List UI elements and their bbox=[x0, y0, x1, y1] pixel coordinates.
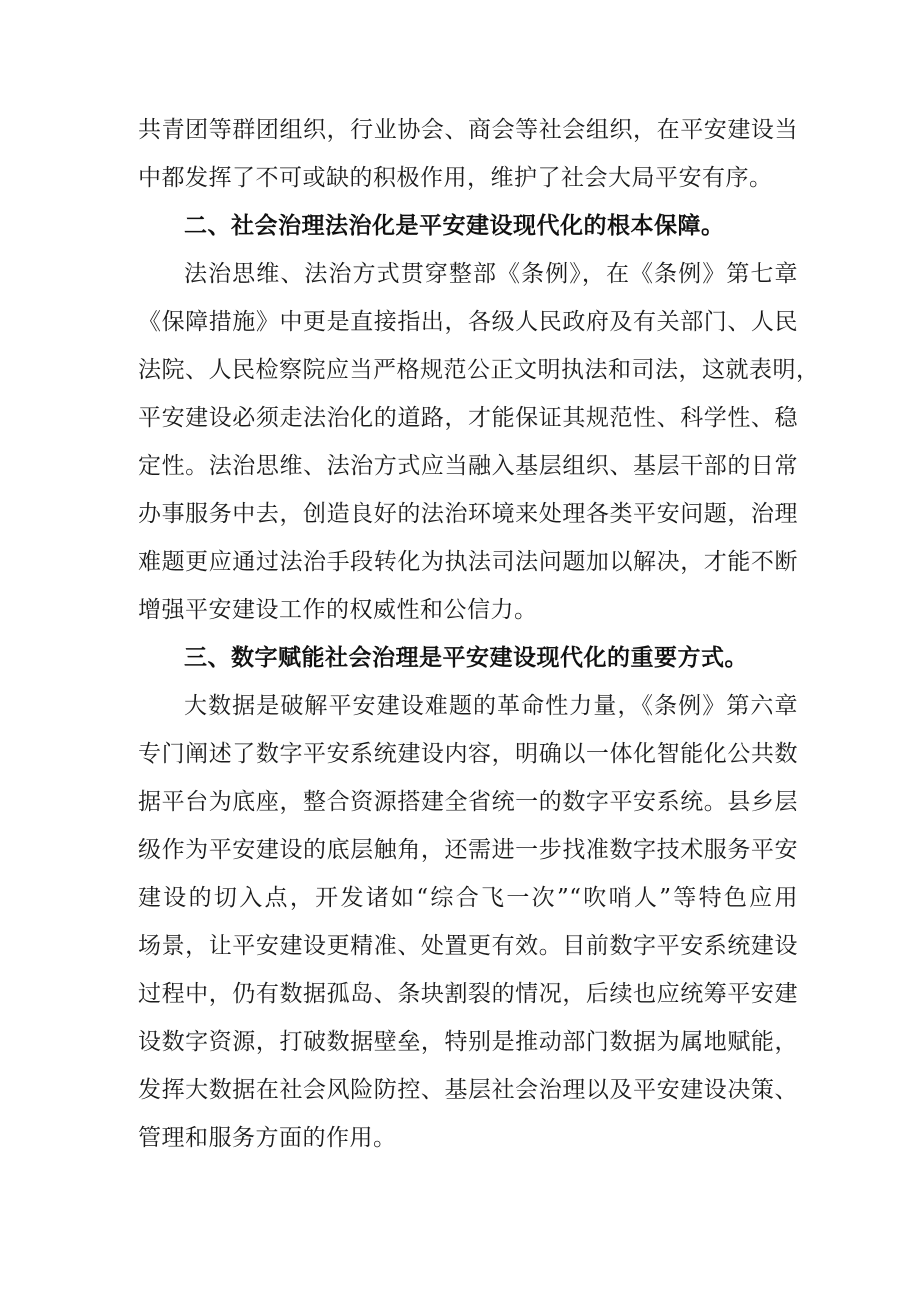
body-text-line: 管理和服务方面的作用。 bbox=[138, 1125, 397, 1151]
body-text-line: 法院、人民检察院应当严格规范公正文明执法和司法，这就表明， bbox=[138, 357, 820, 383]
body-text-line: 大数据是破解平安建设难题的革命性力量，《条例》第六章 bbox=[184, 693, 798, 719]
body-text-line: 据平台为底座，整合资源搭建全省统一的数字平安系统。县乡层 bbox=[138, 789, 798, 815]
body-text-line: 中都发挥了不可或缺的积极作用，维护了社会大局平安有序。 bbox=[138, 165, 773, 191]
body-text-line: 级作为平安建设的底层触角，还需进一步找准数字技术服务平安 bbox=[138, 837, 798, 863]
body-text-line: 难题更应通过法治手段转化为执法司法问题加以解决，才能不断 bbox=[138, 549, 798, 575]
body-text-line: 办事服务中去，创造良好的法治环境来处理各类平安问题，治理 bbox=[138, 501, 798, 527]
body-text-line: 共青团等群团组织，行业协会、商会等社会组织，在平安建设当 bbox=[138, 117, 798, 143]
body-text-line: 定性。法治思维、法治方式应当融入基层组织、基层干部的日常 bbox=[138, 453, 798, 479]
section-heading: 二、社会治理法治化是平安建设现代化的根本保障。 bbox=[184, 213, 725, 239]
body-text-line: 建设的切入点，开发诸如“综合飞一次”“吹哨人”等特色应用 bbox=[138, 885, 798, 911]
body-text-line: 法治思维、法治方式贯穿整部《条例》，在《条例》第七章 bbox=[184, 261, 798, 287]
body-text-line: 发挥大数据在社会风险防控、基层社会治理以及平安建设决策、 bbox=[138, 1077, 798, 1103]
body-text-line: 专门阐述了数字平安系统建设内容，明确以一体化智能化公共数 bbox=[138, 741, 798, 767]
body-text-line: 设数字资源，打破数据壁垒，特别是推动部门数据为属地赋能， bbox=[138, 1029, 798, 1055]
body-text-line: 增强平安建设工作的权威性和公信力。 bbox=[138, 597, 538, 623]
body-text-line: 平安建设必须走法治化的道路，才能保证其规范性、科学性、稳 bbox=[138, 405, 798, 431]
body-text-line: 《保障措施》中更是直接指出，各级人民政府及有关部门、人民 bbox=[138, 309, 798, 335]
section-heading: 三、数字赋能社会治理是平安建设现代化的重要方式。 bbox=[184, 645, 748, 671]
body-text-line: 场景，让平安建设更精准、处置更有效。目前数字平安系统建设 bbox=[138, 933, 798, 959]
body-text-line: 过程中，仍有数据孤岛、条块割裂的情况，后续也应统筹平安建 bbox=[138, 981, 798, 1007]
